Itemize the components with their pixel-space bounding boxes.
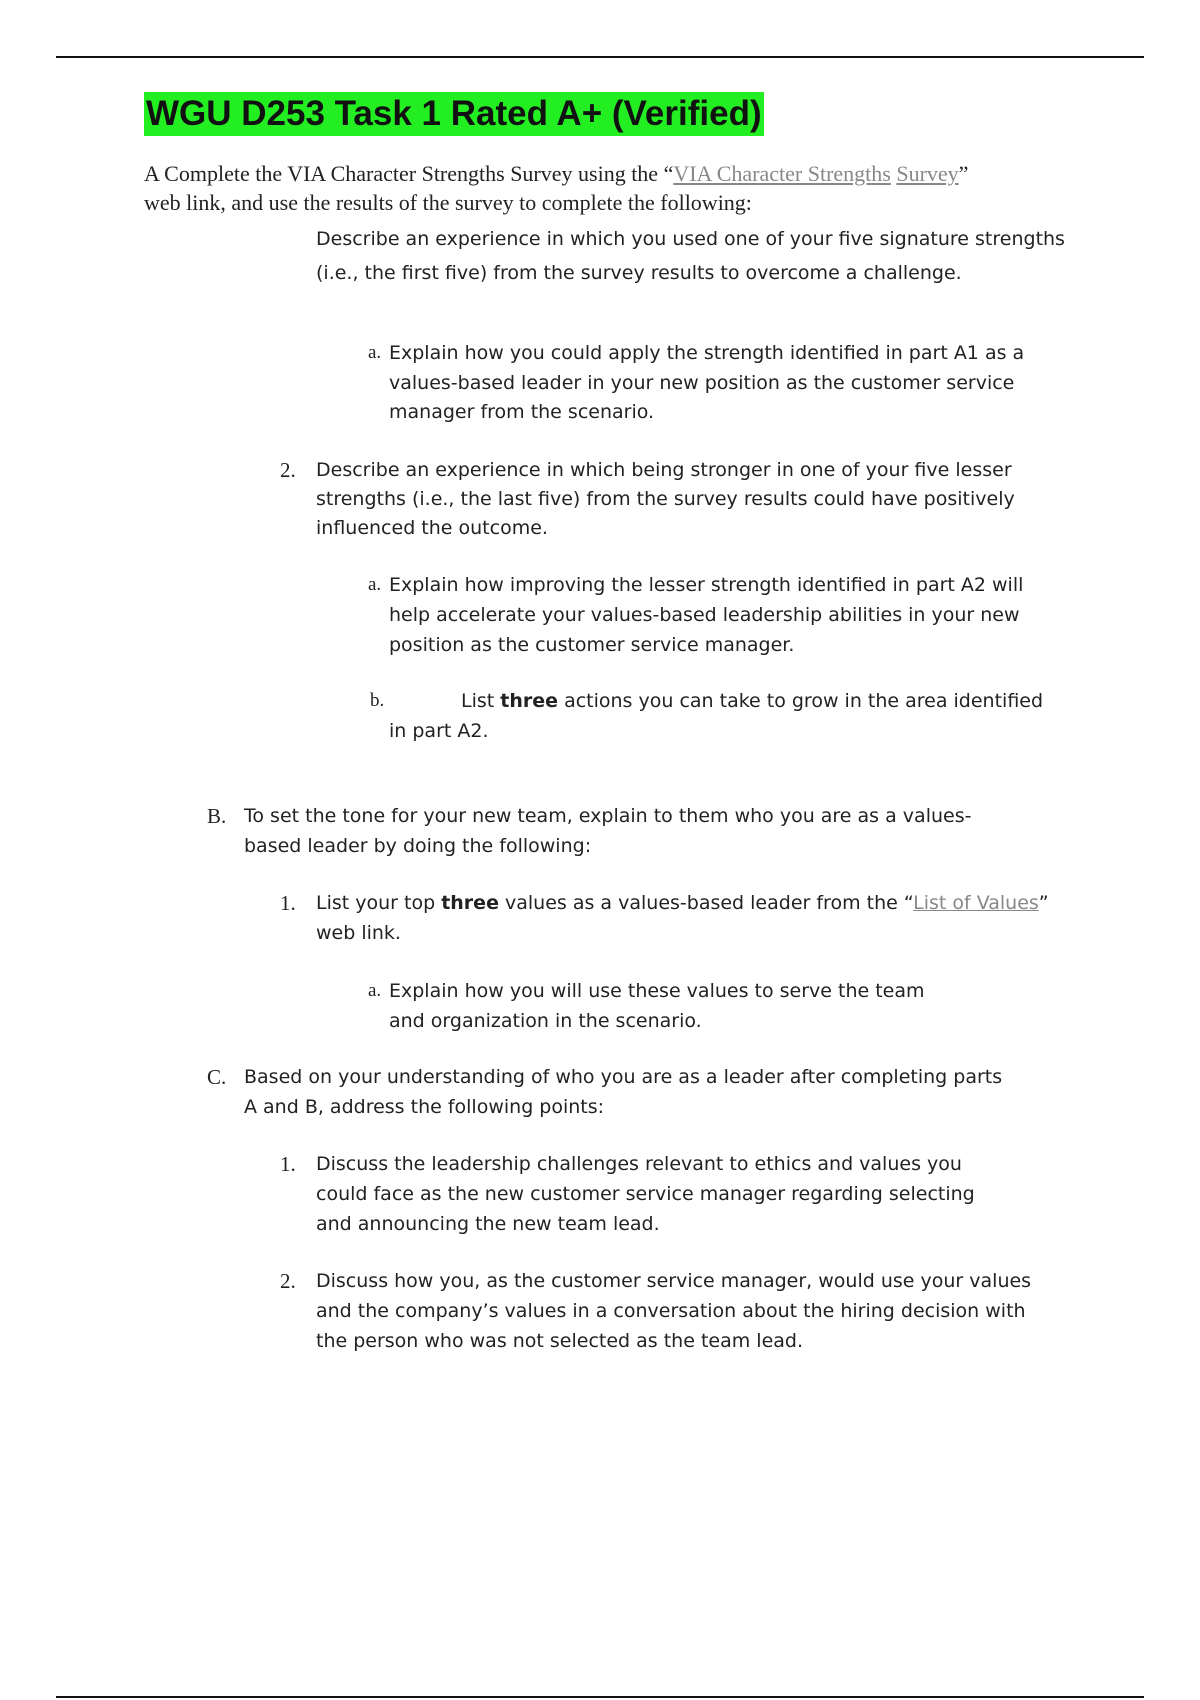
- a2-marker: 2.: [280, 458, 296, 482]
- intro-suffix: ”: [958, 161, 969, 186]
- a2b-marker: b.: [370, 690, 385, 711]
- a2-line1: Describe an experience in which being stronger in one of your five lesser: [316, 459, 1012, 481]
- a2a-line1: Explain how improving the lesser strength identified in part A2 will: [389, 574, 1024, 596]
- b1-line1: [316, 888, 1049, 918]
- a1-line1: Describe an experience in which you used one of your five signature strengths: [316, 228, 1065, 250]
- b1a-line1: Explain how you will use these values to serve the team: [389, 980, 925, 1002]
- c1-marker: 1.: [280, 1152, 296, 1176]
- b1-bold: three: [441, 892, 499, 914]
- footer-rule: [56, 1696, 1144, 1698]
- via-survey-link-2[interactable]: Survey: [896, 161, 959, 186]
- a2-line2: strengths (i.e., the last five) from the survey results could have positively: [316, 488, 1015, 510]
- c-line1: Based on your understanding of who you are as a leader after completing parts: [244, 1066, 1003, 1088]
- header-rule: [56, 56, 1144, 58]
- document-title: WGU D253 Task 1 Rated A+ (Verified): [144, 92, 764, 136]
- b1-line2: web link.: [316, 922, 401, 944]
- intro-prefix: A Complete the VIA Character Strengths Survey using the “: [144, 161, 674, 186]
- a1a-line1: Explain how you could apply the strength identified in part A1 as a: [389, 342, 1025, 364]
- b-marker: B.: [207, 804, 227, 828]
- a2a-line3: position as the customer service manager.: [389, 634, 795, 656]
- a1a-line3: manager from the scenario.: [389, 401, 655, 423]
- b1a-line2: and organization in the scenario.: [389, 1010, 702, 1032]
- c1-line3: and announcing the new team lead.: [316, 1213, 660, 1235]
- c2-line1: Discuss how you, as the customer service manager, would use your values: [316, 1270, 1032, 1292]
- a2b-line1: [461, 686, 1043, 716]
- a2b-bold: three: [500, 690, 559, 712]
- c-marker: C.: [207, 1065, 227, 1089]
- c-line2: A and B, address the following points:: [244, 1096, 605, 1118]
- a2-line3: influenced the outcome.: [316, 517, 548, 539]
- section-a-intro-line2: web link, and use the results of the survey to complete the following:: [144, 190, 752, 215]
- section-a-intro: [144, 160, 968, 188]
- b1-suffix: ”: [1038, 892, 1049, 914]
- a2b-line2: in part A2.: [389, 720, 489, 742]
- a2b-prefix: List: [461, 690, 501, 712]
- list-of-values-link[interactable]: List of Values: [913, 892, 1039, 914]
- c2-line3: the person who was not selected as the team lead.: [316, 1330, 803, 1352]
- c2-line2: and the company’s values in a conversation about the hiring decision with: [316, 1300, 1026, 1322]
- b1-marker: 1.: [280, 891, 296, 915]
- a2b-suffix: actions you can take to grow in the area identified: [558, 690, 1044, 712]
- a2a-line2: help accelerate your values-based leadership abilities in your new: [389, 604, 1020, 626]
- b1-middle: values as a values-based leader from the “: [498, 892, 914, 914]
- b1-prefix: List your top: [316, 892, 442, 914]
- c1-line1: Discuss the leadership challenges relevant to ethics and values you: [316, 1153, 962, 1175]
- via-survey-link[interactable]: VIA Character Strengths: [673, 161, 891, 186]
- a2a-marker: a.: [368, 574, 382, 595]
- b-line1: To set the tone for your new team, explain to them who you are as a values-: [244, 805, 972, 827]
- c2-marker: 2.: [280, 1269, 296, 1293]
- a1a-line2: values-based leader in your new position as the customer service: [389, 372, 1015, 394]
- c1-line2: could face as the new customer service manager regarding selecting: [316, 1183, 975, 1205]
- a1a-marker: a.: [368, 342, 382, 363]
- b1a-marker: a.: [368, 980, 382, 1001]
- a1-line2: (i.e., the first five) from the survey results to overcome a challenge.: [316, 262, 962, 284]
- b-line2: based leader by doing the following:: [244, 835, 592, 857]
